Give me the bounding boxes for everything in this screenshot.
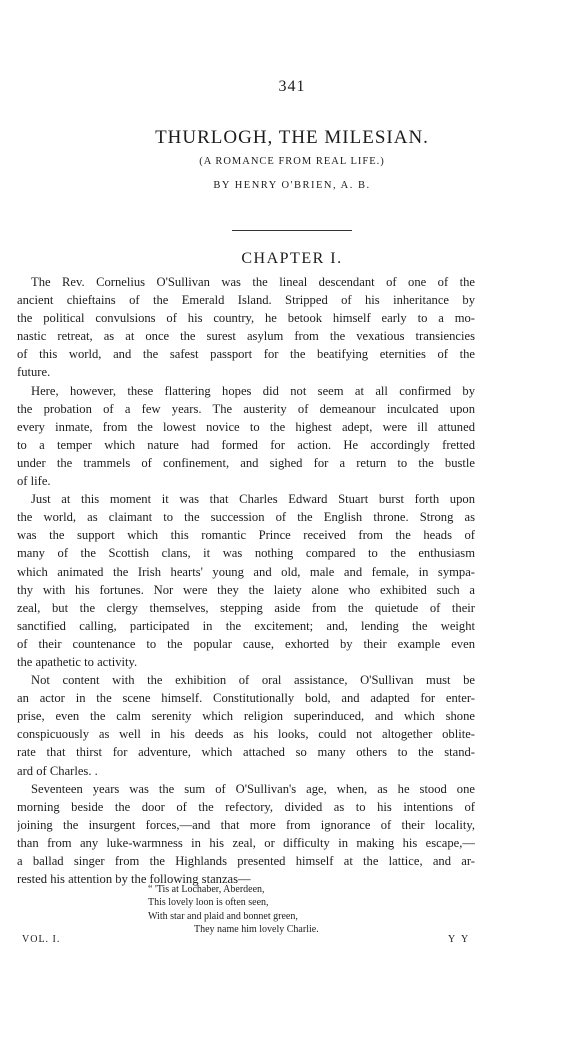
signature-mark: Y Y [448, 934, 471, 945]
text-line: Here, however, these flattering hopes did not seem at all confirmed by [31, 383, 475, 398]
text-line: the apathetic to activity. [17, 654, 138, 669]
text-line: future. [17, 365, 51, 380]
text-line: rate that thirst for adventure, which attached so many others to the stand- [17, 745, 475, 760]
divider-rule [232, 230, 352, 231]
text-line: morning beside the door of the refectory, divided as to his intentions of [17, 799, 475, 814]
text-line: many of the Scottish clans, it was nothing compared to the enthusiasm [17, 546, 475, 561]
text-line: Seventeen years was the sum of O'Sullivan's age, when, as he stood one [31, 781, 475, 796]
text-line: rested his attention by the following stanzas— [17, 872, 251, 887]
text-line: prise, even the calm serenity which religion superinduced, and which shone [17, 709, 475, 724]
story-title: THURLOGH, THE MILESIAN. [155, 127, 429, 148]
text-line: Just at this moment it was that Charles Edward Stuart burst forth upon [31, 492, 475, 507]
text-line: an actor in the scene himself. Constitutionally bold, and adapted for enter- [17, 691, 475, 706]
text-line: under the trammels of confinement, and sighed for a return to the bustle [17, 455, 475, 470]
body-text [17, 273, 475, 888]
verse-line: This lovely loon is often seen, [148, 897, 269, 909]
text-line: the political convulsions of his country, he betook himself early to a mo- [17, 311, 475, 326]
chapter-heading: CHAPTER I. [241, 250, 343, 267]
text-line: ard of Charles. . [17, 763, 98, 778]
verse-line: “ 'Tis at Lochaber, Aberdeen, [148, 884, 265, 895]
text-line: conspicuously as well in his deeds as his looks, could not altogether oblite- [17, 727, 475, 742]
author-byline: BY HENRY O'BRIEN, A. B. [213, 180, 371, 191]
text-line: thy with his fortunes. Nor were they the laiety alone who exhibited such a [17, 582, 475, 597]
text-line: of this world, and the safest passport for the beatifying eternities of the [17, 347, 475, 362]
text-line: of their countenance to the popular cause, exhorted by their example even [17, 636, 475, 651]
text-line: nastic retreat, as at once the surest asylum from the vexatious transiencies [17, 329, 475, 344]
volume-footer: VOL. I. [22, 934, 61, 945]
text-line: the probation of a few years. The austerity of demeanour inculcated upon [17, 401, 475, 416]
text-line: than from any luke-warmness in his zeal, or difficulty in making his escape,— [17, 835, 475, 850]
text-line: every inmate, from the lowest novice to the highest adept, were ill attuned [17, 419, 475, 434]
text-line: The Rev. Cornelius O'Sullivan was the lineal descendant of one of the [31, 275, 475, 289]
text-line: was the support which this romantic Prince received from the heads of [17, 528, 475, 543]
text-line: sanctified calling, participated in the excitement; and, lending the weight [17, 618, 475, 633]
text-line: a ballad singer from the Highlands presented himself at the lattice, and ar- [17, 854, 475, 868]
text-line: zeal, but the clergy themselves, stepping aside from the quietude of their [17, 600, 475, 615]
verse-stanza [148, 883, 319, 936]
text-line: to a temper which nature had formed for action. He accordingly fretted [17, 437, 475, 452]
text-line: of life. [17, 474, 51, 489]
verse-line: They name him lovely Charlie. [194, 923, 319, 935]
text-line: joining the insurgent forces,—and that more from ignorance of their locality, [17, 817, 475, 832]
text-line: Not content with the exhibition of oral assistance, O'Sullivan must be [31, 673, 475, 688]
verse-line: With star and plaid and bonnet green, [148, 910, 298, 922]
text-line: ancient chieftains of the Emerald Island. Stripped of his inheritance by [17, 293, 475, 308]
text-line: the world, as claimant to the succession of the English throne. Strong as [17, 510, 475, 525]
story-subtitle: (A ROMANCE FROM REAL LIFE.) [199, 156, 385, 167]
page-number: 341 [278, 78, 306, 95]
text-line: which animated the Irish hearts' young and old, male and female, in sympa- [17, 564, 475, 579]
